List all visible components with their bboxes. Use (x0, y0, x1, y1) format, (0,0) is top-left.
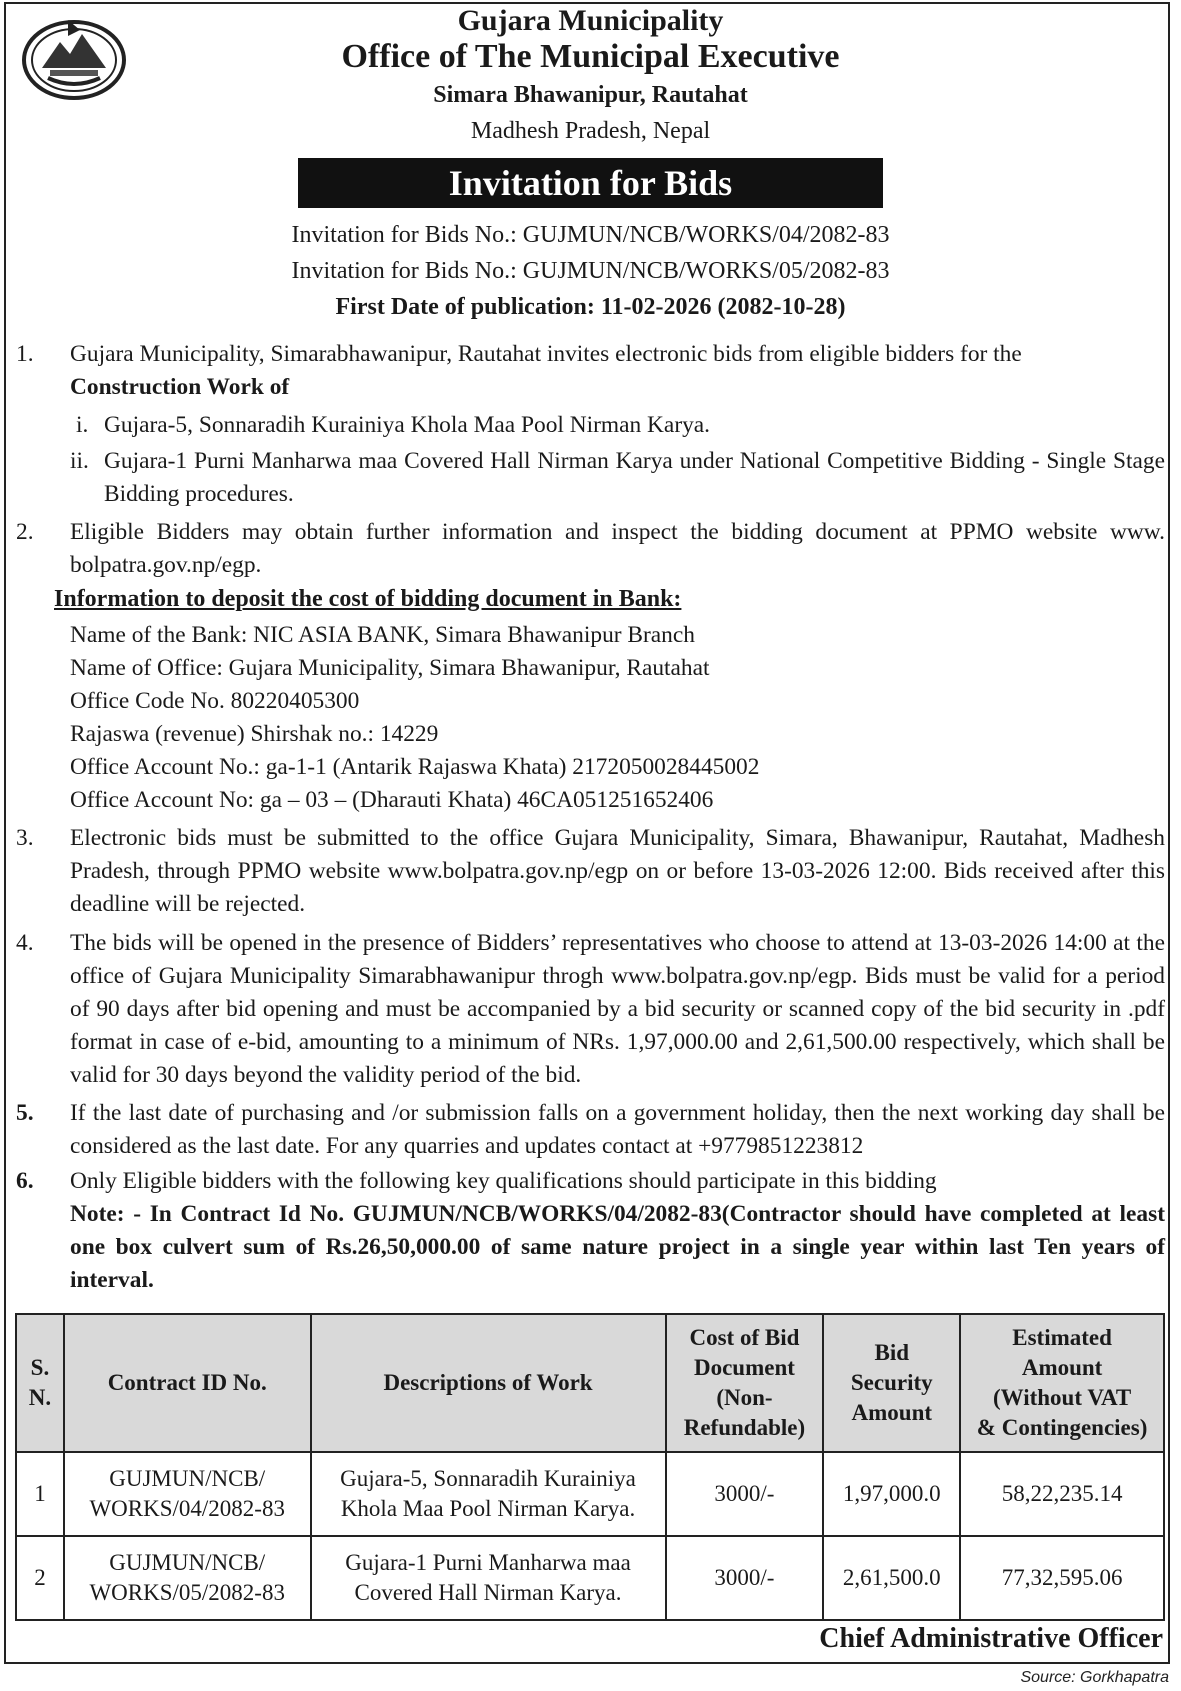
header-estimated-amount: Estimated Amount (Without VAT & Contingencies) (960, 1314, 1164, 1452)
ifb-number-1: Invitation for Bids No.: GUJMUN/NCB/WORKS/04/2082-83 (291, 222, 890, 248)
cell-security: 1,97,000.0 (823, 1452, 960, 1536)
cell-cost: 3000/- (666, 1452, 824, 1536)
cell-cost: 3000/- (666, 1536, 824, 1620)
office-account-1: Office Account No.: ga-1-1 (Antarik Rajaswa Khata) 2172050028445002 (70, 754, 760, 780)
item-6-text: Only Eligible bidders with the following key qualifications should participate in this bidding (70, 1168, 937, 1194)
table-row (16, 1452, 1164, 1536)
publication-date: First Date of publication: 11-02-2026 (2082-10-28) (335, 294, 846, 320)
office-name-line: Name of Office: Gujara Municipality, Simara Bhawanipur, Rautahat (70, 655, 710, 681)
office-code: Office Code No. 80220405300 (70, 688, 360, 714)
bank-name: Name of the Bank: NIC ASIA BANK, Simara Bhawanipur Branch (70, 622, 695, 648)
qualification-note: Note: - In Contract Id No. GUJMUN/NCB/WORKS/04/2082-83(Contractor should have completed at least one box culvert sum of Rs.26,50,000.00 of same nature project in a single year within last Ten years of interval. (70, 1201, 1165, 1293)
table-row (16, 1536, 1164, 1620)
cell-estimate: 77,32,595.06 (960, 1536, 1164, 1620)
ifb-number-2: Invitation for Bids No.: GUJMUN/NCB/WORKS/05/2082-83 (291, 258, 890, 284)
item-1-text (70, 338, 1165, 404)
office-account-2: Office Account No: ga – 03 – (Dharauti Khata) 46CA051251652406 (70, 787, 714, 813)
header-contract-id: Contract ID No. (64, 1314, 311, 1452)
province-country: Madhesh Pradesh, Nepal (470, 118, 711, 144)
item-number-6: 6. (16, 1168, 34, 1194)
item-1-ii-number: ii. (70, 448, 89, 474)
office-location: Simara Bhawanipur, Rautahat (433, 82, 748, 108)
item-number-2: 2. (16, 519, 34, 545)
revenue-head: Rajaswa (revenue) Shirshak no.: 14229 (70, 721, 439, 747)
office-name: Office of The Municipal Executive (341, 38, 840, 75)
cell-sn: 1 (16, 1452, 64, 1536)
cell-security: 2,61,500.0 (823, 1536, 960, 1620)
title-banner: Invitation for Bids (298, 158, 883, 208)
municipality-name: Gujara Municipality (457, 4, 724, 37)
item-number-5: 5. (16, 1100, 34, 1126)
cell-contract-id: GUJMUN/NCB/ WORKS/05/2082-83 (64, 1536, 311, 1620)
item-number-4: 4. (16, 930, 34, 956)
header-description: Descriptions of Work (311, 1314, 666, 1452)
source-credit: Source: Gorkhapatra (1020, 1669, 1169, 1686)
header-bid-doc-cost: Cost of Bid Document (Non- Refundable) (666, 1314, 824, 1452)
bank-info-heading: Information to deposit the cost of bidding document in Bank: (54, 586, 682, 612)
item-1-i: Gujara-5, Sonnaradih Kurainiya Khola Maa Pool Nirman Karya. (104, 412, 711, 438)
header-sn: S. N. (16, 1314, 64, 1452)
item-1-body: Gujara Municipality, Simarabhawanipur, Rautahat invites electronic bids from eligible bidders for the (70, 341, 1022, 367)
bids-table (15, 1313, 1165, 1621)
cell-contract-id: GUJMUN/NCB/ WORKS/04/2082-83 (64, 1452, 311, 1536)
item-2-text: Eligible Bidders may obtain further information and inspect the bidding document at PPMO website www. bolpatra.gov.np/egp. (70, 519, 1165, 578)
item-1-i-number: i. (76, 412, 89, 438)
cell-sn: 2 (16, 1536, 64, 1620)
signatory: Chief Administrative Officer (819, 1623, 1163, 1654)
item-number-1: 1. (16, 341, 34, 367)
cell-description: Gujara-1 Purni Manharwa maa Covered Hall Nirman Karya. (311, 1536, 666, 1620)
cell-estimate: 58,22,235.14 (960, 1452, 1164, 1536)
item-1-ii: Gujara-1 Purni Manharwa maa Covered Hall Nirman Karya under National Competitive Bidding - Single Stage Bidding procedures. (104, 448, 1165, 507)
item-3-text: Electronic bids must be submitted to the office Gujara Municipality, Simara, Bhawanipur, Rautahat, Madhesh Pradesh, through PPMO website www.bolpatra.gov.np/egp on or before 13-03-2026 12:00. Bids received after this deadline will be rejected. (70, 825, 1165, 917)
item-5-text: If the last date of purchasing and /or submission falls on a government holiday, then the next working day shall be considered as the last date. For any quarries and updates contact at +9779851223812 (70, 1100, 1165, 1159)
item-1-bold: Construction Work of (70, 374, 290, 400)
cell-description: Gujara-5, Sonnaradih Kurainiya Khola Maa Pool Nirman Karya. (311, 1452, 666, 1536)
table-header-row (16, 1314, 1164, 1452)
item-4-text: The bids will be opened in the presence of Bidders’ representatives who choose to attend at 13-03-2026 14:00 at the office of Gujara Municipality Simarabhawanipur throgh www.bolpatra.gov.np/egp. Bids must be valid for a period of 90 days after bid opening and must be accompanied by a bid security or scanned copy of the bid security in .pdf format in case of e-bid, amounting to a minimum of NRs. 1,97,000.00 and 2,61,500.00 respectively, which shall be valid for 30 days beyond the validity period of the bid. (70, 930, 1165, 1088)
item-number-3: 3. (16, 825, 34, 851)
header-bid-security: Bid Security Amount (823, 1314, 960, 1452)
